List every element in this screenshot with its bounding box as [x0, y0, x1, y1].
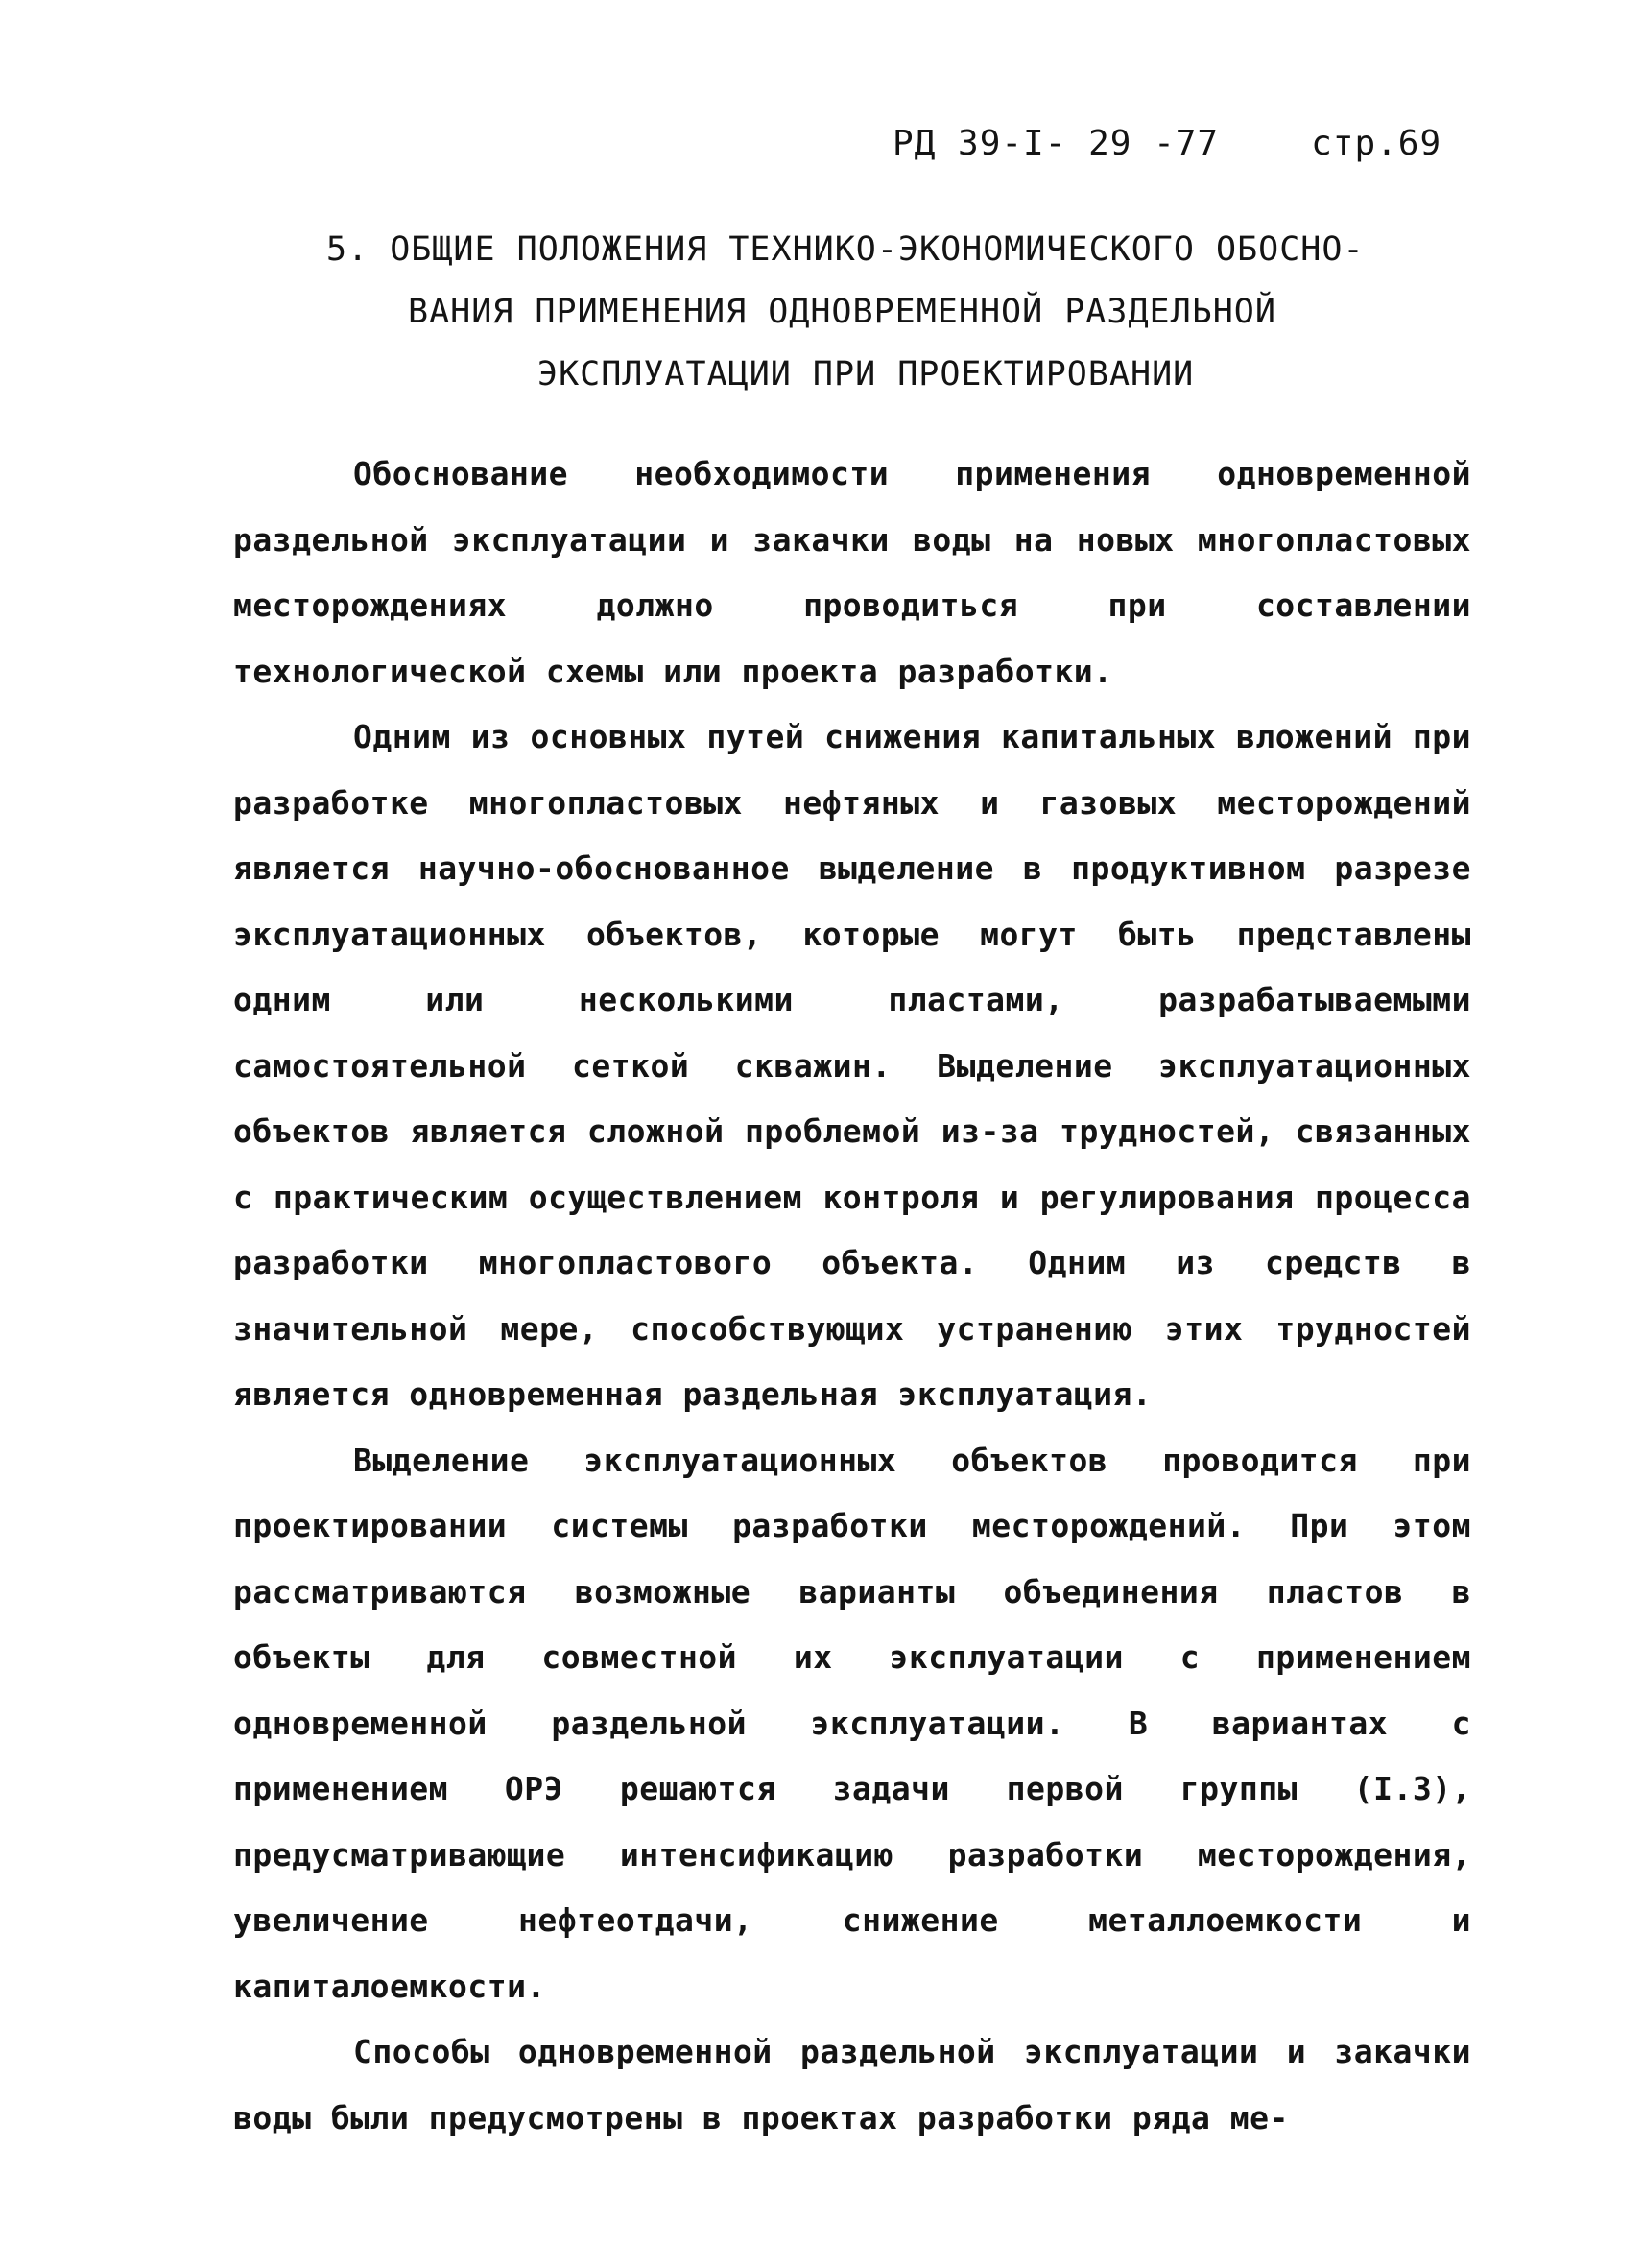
paragraph: Одним из основных путей снижения капитальных вложений при разработке многопластовых нефтяных и газовых месторождений является научно-обоснованное выделение в продуктивном разрезе эксплуатационных объектов, которые могут быть представлены одним или несколькими пластами, разрабатываемыми самостоятельной сеткой скважин. Выделение эксплуатационных объектов является сложной проблемой из-за трудностей, связанных с практическим осуществлением контроля и регулирования процесса разработки многопластового объекта. Одним из средств в значительной мере, способствующих устранению этих трудностей является одновременная раздельная эксплуатация. [233, 718, 1471, 1413]
paragraph: Обоснование необходимости применения одновременной раздельной эксплуатации и закачки воды на новых многопластовых месторождениях должно проводиться при составлении технологической схемы или проекта разработки. [233, 455, 1471, 690]
body-text [233, 442, 1471, 2151]
section-title-line: ЭКСПЛУАТАЦИИ ПРИ ПРОЕКТИРОВАНИИ [537, 355, 1195, 394]
section-title [326, 219, 1411, 406]
section-title-line: ВАНИЯ ПРИМЕНЕНИЯ ОДНОВРЕМЕННОЙ РАЗДЕЛЬНОЙ [408, 293, 1276, 331]
page-number: стр.69 [1311, 124, 1442, 163]
paragraph: Способы одновременной раздельной эксплуатации и закачки воды были предусмотрены в проектах разработки ряда ме- [233, 2033, 1471, 2137]
running-header [893, 123, 1488, 165]
section-title-line: 5. ОБЩИЕ ПОЛОЖЕНИЯ ТЕХНИКО-ЭКОНОМИЧЕСКОГО ОБОСНО- [326, 230, 1365, 269]
paragraph: Выделение эксплуатационных объектов проводится при проектировании системы разработки месторождений. При этом рассматриваются возможные варианты объединения пластов в объекты для совместной их эксплуатации с применением одновременной раздельной эксплуатации. В вариантах с применением ОРЭ решаются задачи первой группы (I.3), предусматривающие интенсификацию разработки месторождения, увеличение нефтеотдачи, снижение металлоемкости и капиталоемкости. [233, 1441, 1471, 2005]
document-code: РД 39-I- 29 -77 [893, 124, 1220, 163]
